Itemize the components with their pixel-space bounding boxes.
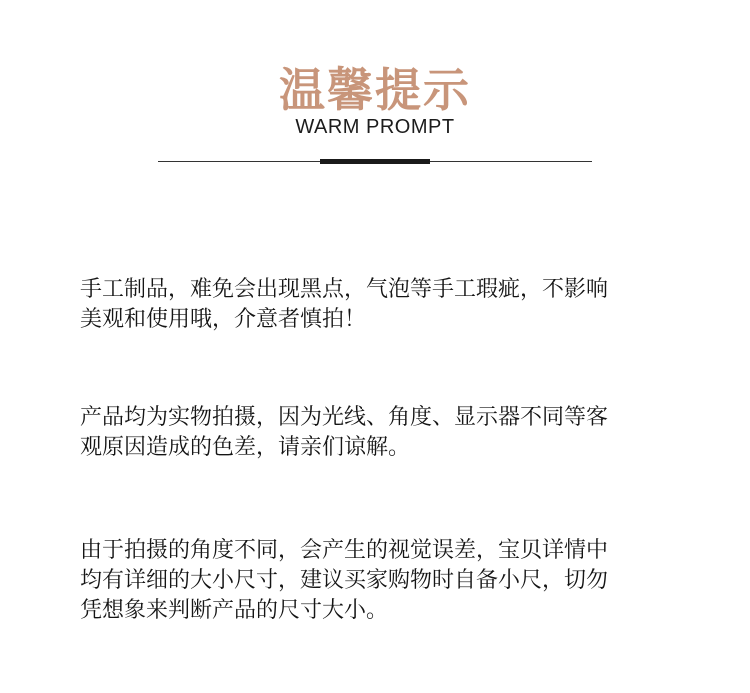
page-subtitle: WARM PROMPT <box>295 116 455 138</box>
page-title: 温馨提示 <box>279 63 471 117</box>
notice-paragraph-color-difference: 产品均为实物拍摄，因为光线、角度、显示器不同等客 观原因造成的色差，请亲们谅解。 <box>80 405 609 460</box>
notice-paragraph-size-difference: 由于拍摄的角度不同，会产生的视觉误差，宝贝详情中 均有详细的大小尺寸，建议买家购物时自备小尺，切勿 凭想象来判断产品的尺寸大小。 <box>80 538 609 623</box>
notice-paragraph-defects: 手工制品，难免会出现黑点，气泡等手工瑕疵，不影响 美观和使用哦，介意者慎拍！ <box>80 277 609 332</box>
title-divider-accent <box>320 159 430 164</box>
